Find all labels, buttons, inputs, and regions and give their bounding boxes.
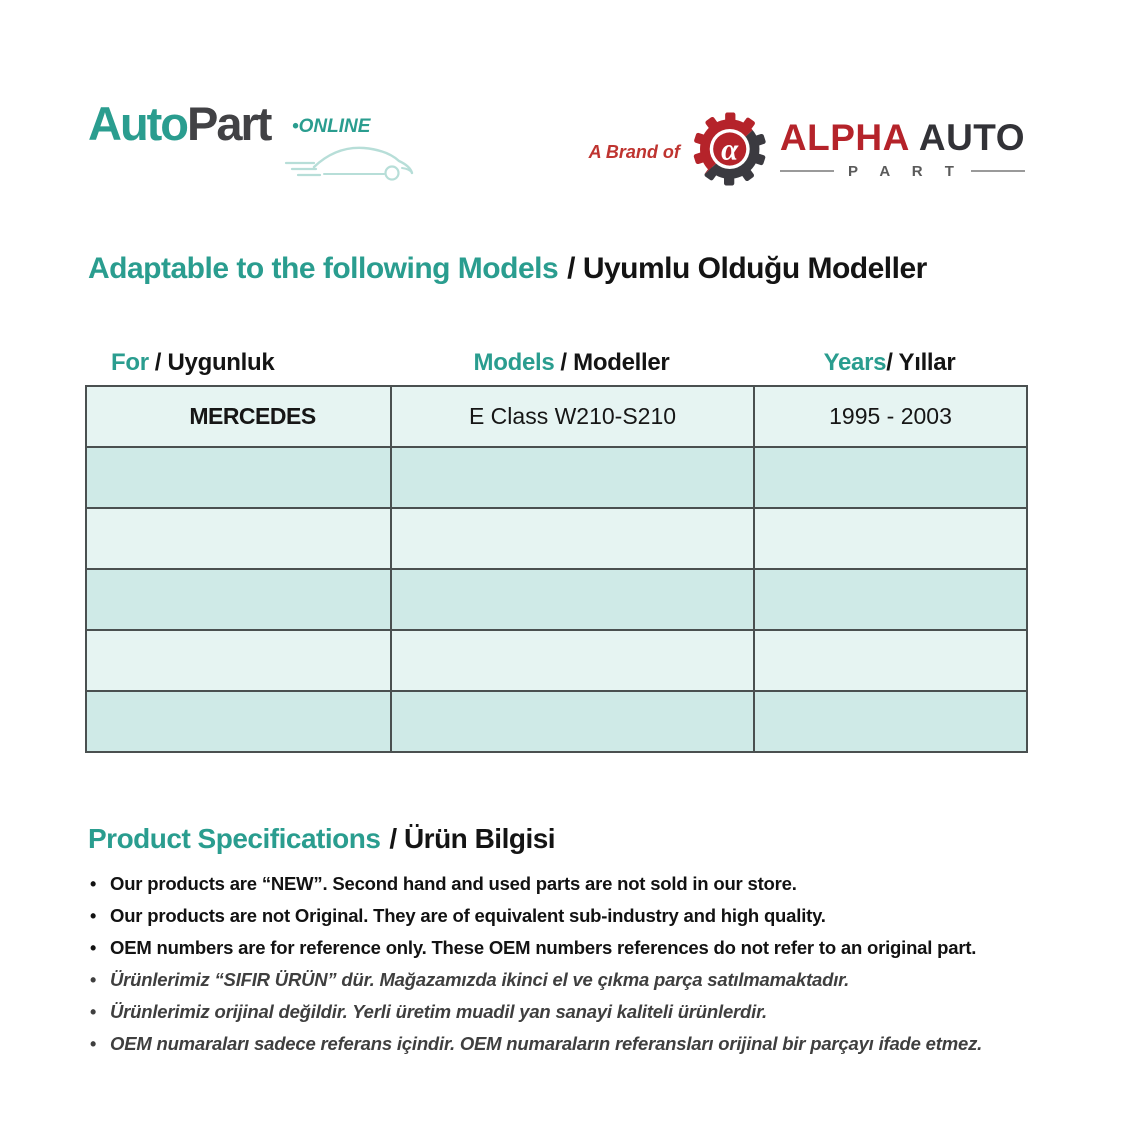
- brand-line-right: [971, 170, 1025, 172]
- autopart-online-logo: [88, 97, 448, 190]
- brand-name: [779, 116, 1025, 180]
- gear-alpha-icon: [692, 112, 772, 186]
- brand-part-row: [780, 163, 1025, 180]
- years-cell: [754, 447, 1027, 508]
- specs-heading-tr: / Ürün Bilgisi: [389, 822, 556, 854]
- column-header-models-tr: / Modeller: [560, 348, 670, 376]
- make-cell: [86, 691, 391, 752]
- alpha-auto-brand: [589, 112, 1025, 186]
- adaptable-models-heading: [88, 252, 1133, 287]
- table-row: [86, 386, 1027, 447]
- specifications-list: [88, 873, 1038, 1055]
- column-header-years: [753, 349, 1026, 377]
- model-cell: [391, 447, 754, 508]
- years-cell: [754, 691, 1027, 752]
- car-silhouette-icon: [284, 134, 424, 184]
- column-header-years-en: Years: [823, 348, 887, 376]
- years-cell: [754, 508, 1027, 569]
- column-header-models-en: Models: [473, 348, 555, 376]
- model-cell: [391, 630, 754, 691]
- table-row: [86, 691, 1027, 752]
- table-row: [86, 630, 1027, 691]
- logo-part-text: Part: [187, 97, 271, 150]
- make-cell: [86, 508, 391, 569]
- compatibility-table: [85, 385, 1028, 753]
- spec-item-tr: • Ürünlerimiz orijinal değildir. Yerli üretim muadil yan sanayi kaliteli ürünlerdir.: [88, 1001, 1038, 1023]
- spec-item-tr: • Ürünlerimiz “SIFIR ÜRÜN” dür. Mağazamızda ikinci el ve çıkma parça satılmamaktadır.: [88, 969, 1038, 991]
- brand-part-text: P A R T: [847, 162, 963, 180]
- years-cell: [754, 569, 1027, 630]
- adaptable-heading-en: Adaptable to the following Models: [88, 252, 559, 285]
- svg-text:α: α: [721, 132, 739, 167]
- spec-item-en: • OEM numbers are for reference only. These OEM numbers references do not refer to an original part.: [88, 937, 1038, 959]
- column-header-for-tr: / Uygunluk: [154, 348, 275, 376]
- header: [0, 0, 1133, 190]
- column-header-models: [390, 349, 753, 377]
- product-specifications-heading: [88, 823, 1133, 855]
- table-row: [86, 447, 1027, 508]
- logo-wordmark: [88, 97, 270, 150]
- column-header-for-en: For: [111, 348, 149, 376]
- column-header-for: [85, 349, 390, 377]
- model-cell: E Class W210-S210: [391, 386, 754, 447]
- brand-alpha-text: ALPHA: [779, 116, 910, 158]
- logo-online-text: •ONLINE: [292, 116, 371, 137]
- spec-item-tr: • OEM numaraları sadece referans içindir. OEM numaraların referansları orijinal bir parçayı ifade etmez.: [88, 1033, 1038, 1055]
- specs-heading-en: Product Specifications: [88, 822, 381, 854]
- make-cell: [86, 630, 391, 691]
- make-cell: MERCEDES: [86, 386, 391, 447]
- spec-item-en: • Our products are “NEW”. Second hand and used parts are not sold in our store.: [88, 873, 1038, 895]
- table-row: [86, 569, 1027, 630]
- make-cell: [86, 569, 391, 630]
- table-column-headers: [85, 349, 1026, 377]
- table-row: [86, 508, 1027, 569]
- brand-auto-text: AUTO: [918, 116, 1025, 158]
- spec-item-en: • Our products are not Original. They are of equivalent sub-industry and high quality.: [88, 905, 1038, 927]
- brand-name-row: [779, 116, 1025, 158]
- adaptable-heading-tr: / Uyumlu Olduğu Modeller: [567, 252, 927, 285]
- model-cell: [391, 508, 754, 569]
- logo-auto-text: Auto: [88, 97, 188, 150]
- years-cell: 1995 - 2003: [754, 386, 1027, 447]
- model-cell: [391, 691, 754, 752]
- model-cell: [391, 569, 754, 630]
- brand-line-left: [780, 170, 834, 172]
- brand-prefix-text: A Brand of: [588, 141, 680, 162]
- make-cell: [86, 447, 391, 508]
- column-header-years-tr: / Yıllar: [886, 348, 956, 376]
- years-cell: [754, 630, 1027, 691]
